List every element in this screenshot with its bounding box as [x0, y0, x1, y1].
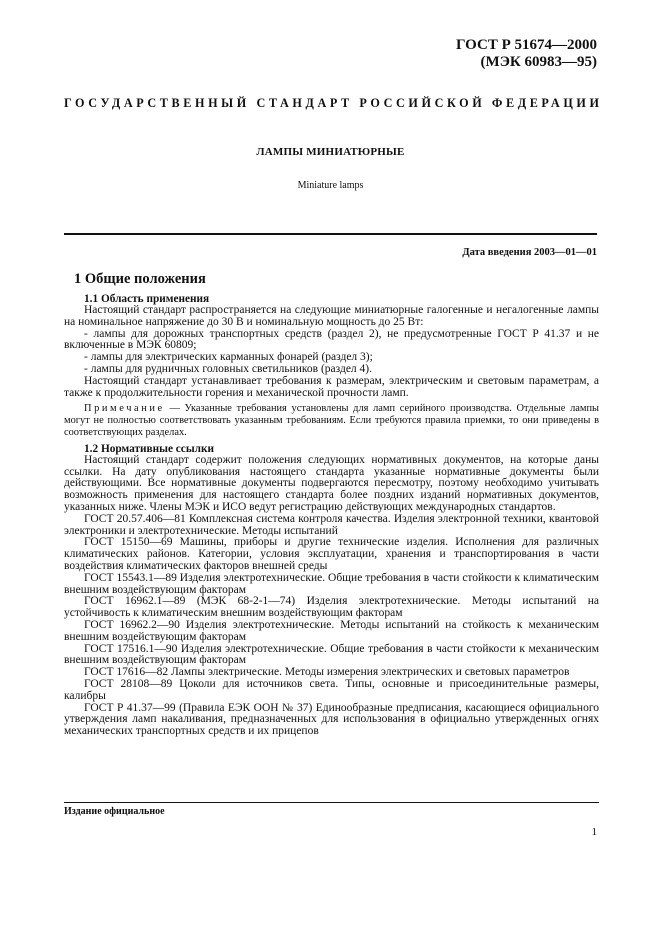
gost-number: ГОСТ Р 51674—2000	[455, 37, 597, 53]
header-divider	[64, 233, 597, 235]
reference-item: ГОСТ 15150—69 Машины, приборы и другие технические изделия. Исполнения для различных климатических районов. Категории, условия эксплуатации, хранения и транспортирования в части воздействия климатических факторов внешней среды	[64, 536, 599, 572]
iec-number: (МЭК 60983—95)	[480, 54, 597, 70]
scope-note	[64, 403, 599, 438]
reference-item: ГОСТ 15543.1—89 Изделия электротехнические. Общие требования в части стойкости к климатическим внешним воздействующим факторам	[64, 571, 599, 596]
scope-item: - лампы для дорожных транспортных средств (раздел 2), не предусмотренные ГОСТ Р 41.37 и не включенные в МЭК 60809;	[64, 327, 599, 352]
subsection-heading-references: 1.2 Нормативные ссылки	[84, 442, 214, 455]
state-standard-title: ГОСУДАРСТВЕННЫЙ СТАНДАРТ РОССИЙСКОЙ ФЕДЕРАЦИИ	[64, 96, 603, 110]
footer-divider	[64, 802, 599, 803]
scope-requirements: Настоящий стандарт устанавливает требования к размерам, электрическим и световым параметрам, а также к продолжительности горения и механической прочности ламп.	[64, 374, 599, 399]
reference-item: ГОСТ 16962.2—90 Изделия электротехнические. Методы испытаний на стойкость к механическим внешним воздействующим факторам	[64, 618, 599, 643]
scope-item: - лампы для рудничных головных светильников (раздел 4).	[84, 362, 373, 375]
note-label: Примечание	[84, 403, 165, 415]
document-subtitle: Miniature lamps	[297, 180, 364, 191]
introduction-date: Дата введения 2003—01—01	[462, 247, 597, 258]
references-intro: Настоящий стандарт содержит положения следующих нормативных документов, на которые даны ссылки. На дату опубликования настоящего стандарта указанные нормативные документы были действующими. Все нормативные документы подвергаются пересмотру, поэтому необходимо учитывать возможность применения для настоящего стандарта более поздних изданий нормативных документов, указанных ниже. Члены МЭК и ИСО ведут регистрацию действующих международных стандартов.	[64, 453, 599, 513]
edition-label: Издание официальное	[64, 806, 165, 817]
reference-item: ГОСТ 20.57.406—81 Комплексная система контроля качества. Изделия электронной техники, квантовой электроники и электротехнические. Методы испытаний	[64, 512, 599, 537]
document-title: ЛАМПЫ МИНИАТЮРНЫЕ	[256, 146, 405, 158]
reference-item: ГОСТ 16962.1—89 (МЭК 68-2-1—74) Изделия электротехнические. Методы испытаний на устойчивость к климатическим внешним воздействующим факторам	[64, 595, 599, 620]
main-content	[64, 270, 599, 738]
reference-item: ГОСТ 28108—89 Цоколи для источников света. Типы, основные и присоединительные размеры, калибры	[64, 677, 599, 702]
note-text: — Указанные требования установлены для ламп серийного производства. Отдельные лампы могут не полностью соответствовать указанным требованиям. Если требуются правила приемки, то они приведены в соответствующих разделах.	[64, 403, 599, 438]
reference-item: ГОСТ 17516.1—90 Изделия электротехнические. Общие требования в части стойкости к механическим внешним воздействующим факторам	[64, 642, 599, 667]
page-number: 1	[591, 826, 597, 838]
scope-item: - лампы для электрических карманных фонарей (раздел 3);	[84, 351, 373, 364]
subsection-heading-scope: 1.1 Область применения	[84, 293, 210, 305]
reference-item: ГОСТ Р 41.37—99 (Правила ЕЭК ООН № 37) Единообразные предписания, касающиеся официального утверждения ламп накаливания, предназначенных для использования в официально утвержденных огнях механических транспортных средств и их прицепов	[64, 701, 599, 738]
standard-number-block	[456, 37, 597, 71]
scope-intro: Настоящий стандарт распространяется на следующие миниатюрные галогенные и негалогенные лампы на номинальное напряжение до 30 В и номинальную мощность до 25 Вт:	[64, 304, 599, 328]
section-heading: 1 Общие положения	[74, 271, 206, 287]
reference-item: ГОСТ 17616—82 Лампы электрические. Методы измерения электрических и световых параметров	[84, 666, 570, 679]
